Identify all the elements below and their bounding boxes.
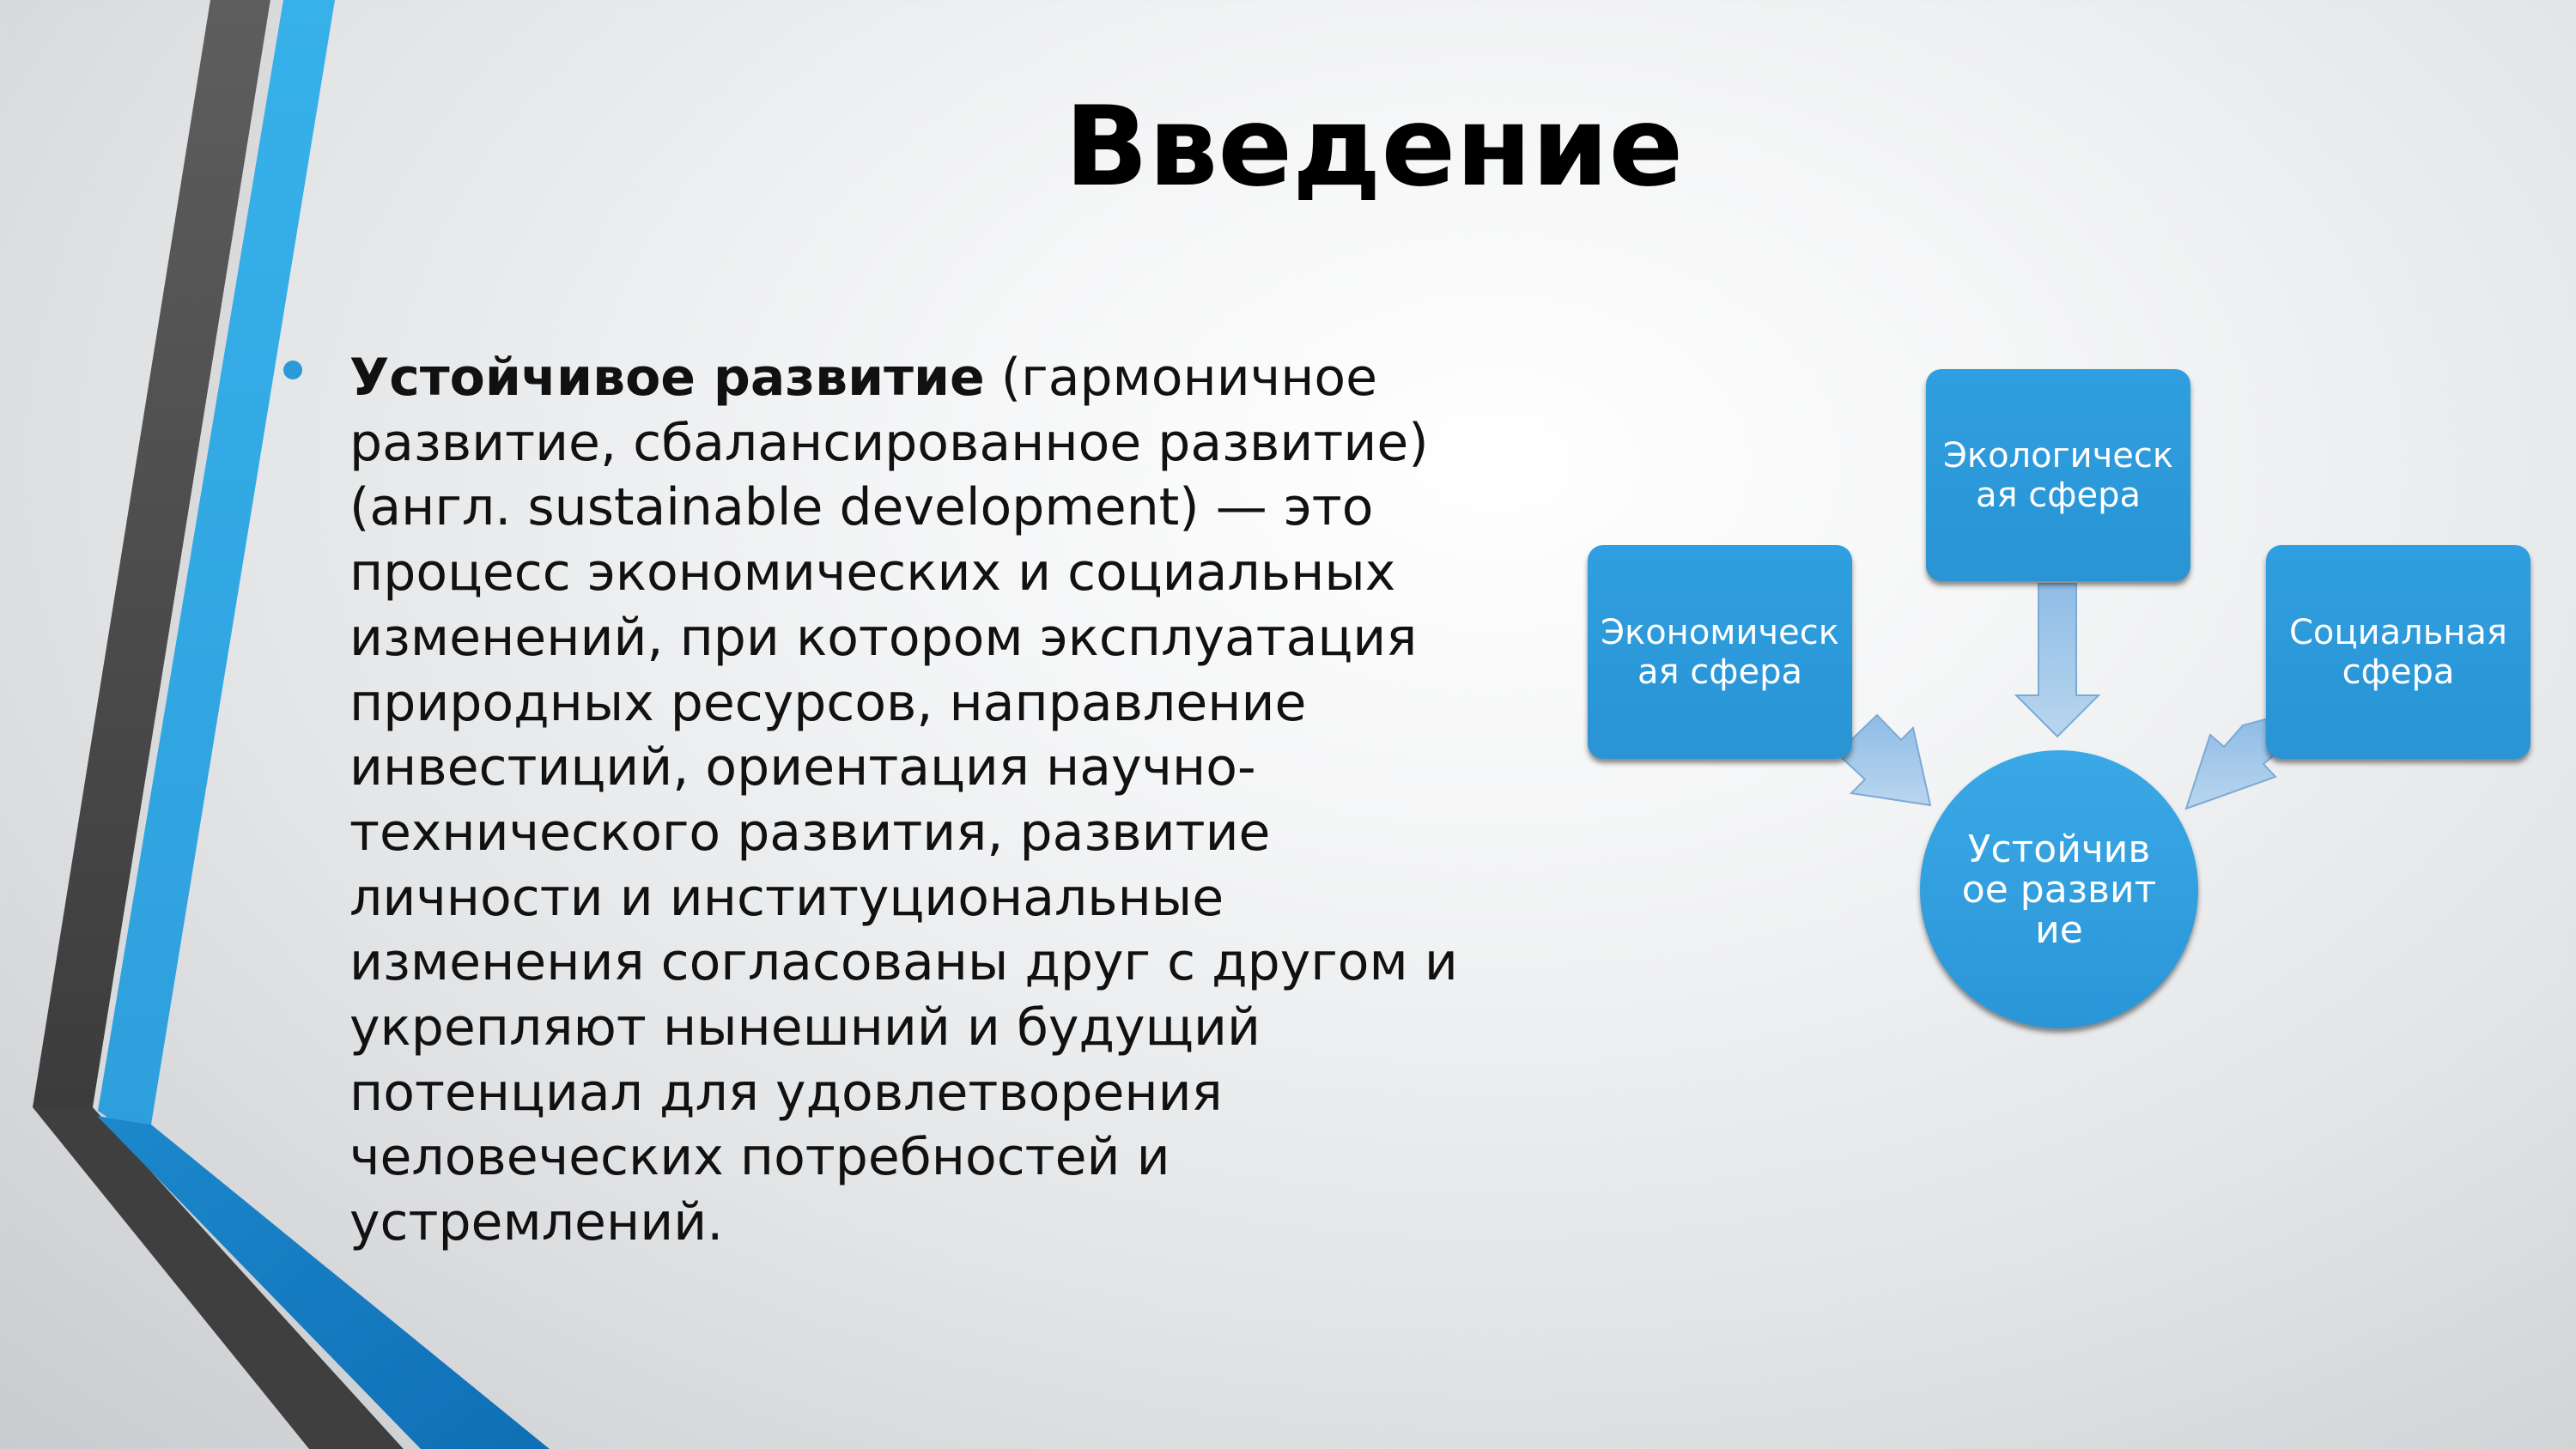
node-ecological-label: Экологическая сфера bbox=[1942, 436, 2173, 515]
arrow-right-down-icon bbox=[1841, 715, 1930, 805]
node-economic-label: Экономическая сфера bbox=[1601, 613, 1839, 692]
node-social-label: Социальная сфера bbox=[2288, 613, 2507, 692]
arrow-down-icon bbox=[2016, 584, 2099, 737]
body-definition: (гармоничное развитие, сбалансированное развитие) (англ. sustainable development) — это процесс экономических и социальных изменений, при котором эксплуатация природных ресурсов, направление инвестиций, ориентация научно-технического развития, развитие личности и институциональные изменения согласованы друг с другом и укрепляют нынешний и будущий потенциал для удовлетворения человеческих потребностей и устремлений. bbox=[349, 348, 1458, 1253]
slide-title: Введение bbox=[1064, 83, 1684, 211]
node-center-label: Устойчивое развитие bbox=[1961, 827, 2157, 952]
body-term: Устойчивое развитие bbox=[349, 348, 985, 408]
